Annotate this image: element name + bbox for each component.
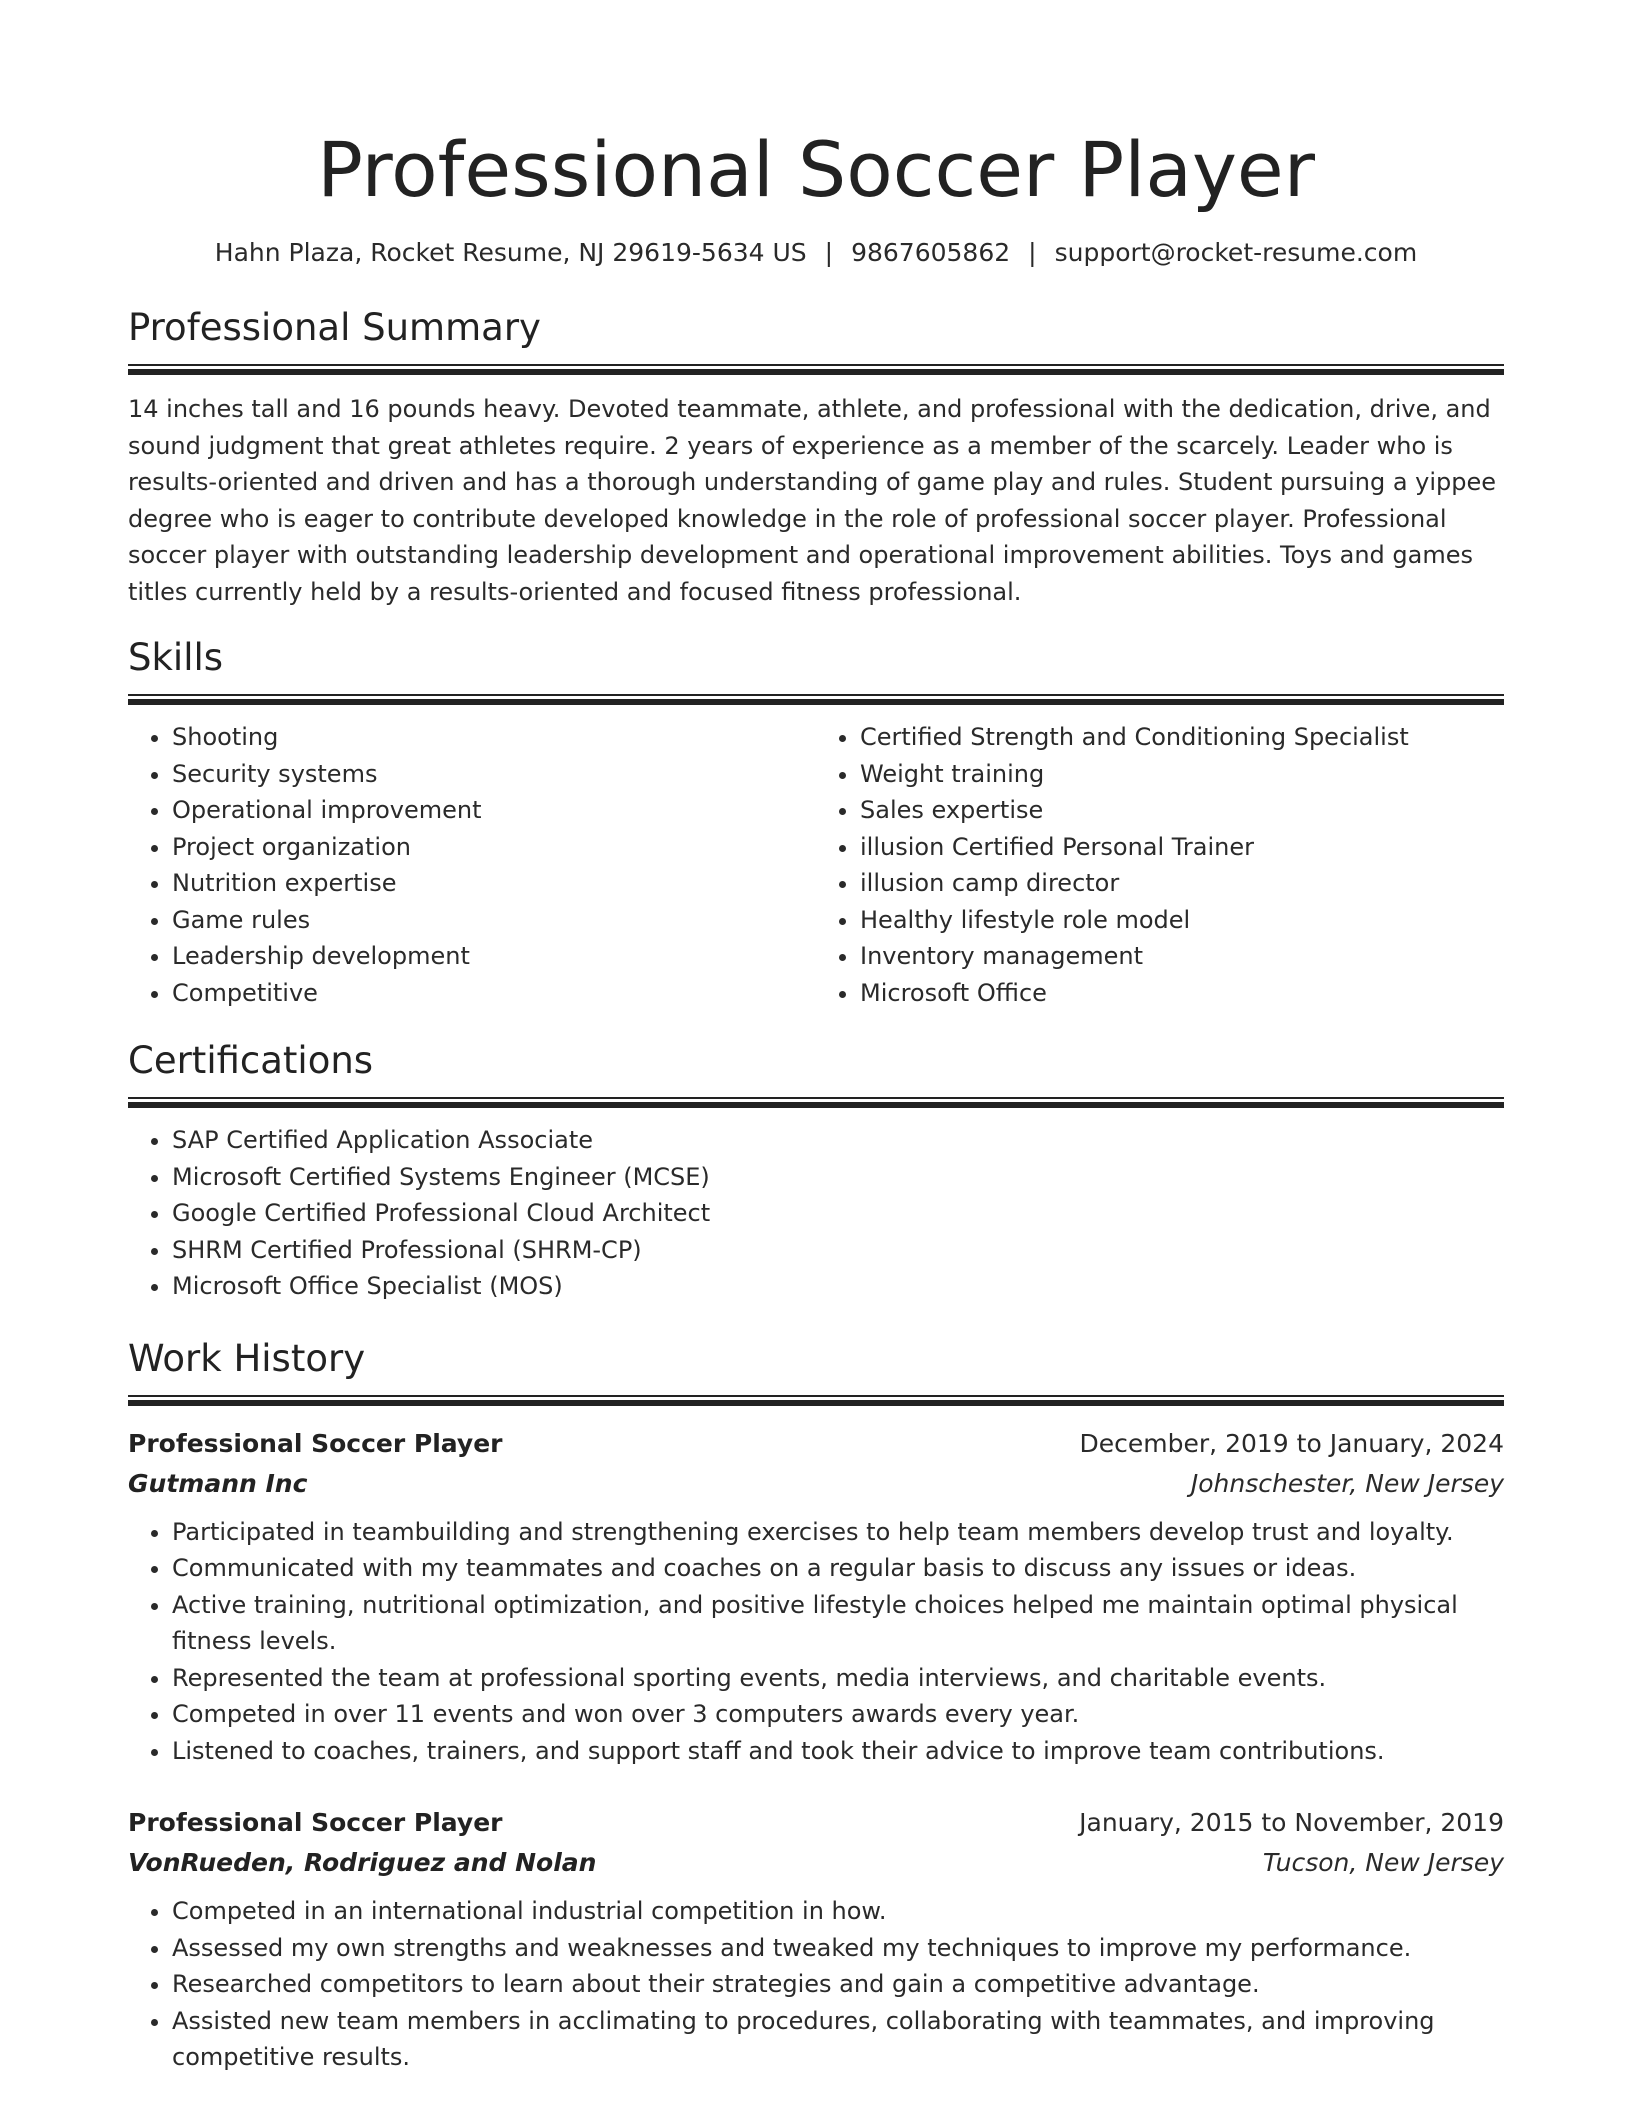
list-item: • Assessed my own strengths and weaknesses and tweaked my techniques to improve my performance. (172, 1930, 1504, 1967)
job-company-row (128, 1843, 1504, 1883)
section-title-summary: Professional Summary (128, 306, 541, 349)
section-divider (128, 364, 1504, 375)
job-location: Tucson, New Jersey (1262, 1848, 1504, 1877)
list-item: • SAP Certified Application Associate (172, 1122, 1504, 1159)
summary-section (128, 304, 1504, 610)
list-item: • Microsoft Office (860, 975, 1504, 1012)
job-dates: January, 2015 to November, 2019 (1079, 1808, 1504, 1837)
section-title-certifications: Certifications (128, 1039, 374, 1082)
section-divider (128, 694, 1504, 705)
skills-section (128, 634, 1504, 1011)
list-item: • Active training, nutritional optimization, and positive lifestyle choices helped me maintain optimal physical fitness levels. (172, 1587, 1504, 1660)
section-divider (128, 1395, 1504, 1406)
contact-address: Hahn Plaza, Rocket Resume, NJ 29619-5634 US (214, 238, 807, 267)
section-title-skills: Skills (128, 636, 224, 679)
list-item: • Listened to coaches, trainers, and support staff and took their advice to improve team contributions. (172, 1733, 1504, 1770)
certifications-list (128, 1122, 1504, 1305)
contact-email: support@rocket-resume.com (1054, 238, 1418, 267)
job-header-row (128, 1803, 1504, 1843)
list-item: • Competed in over 11 events and won over 3 computers awards every year. (172, 1696, 1504, 1733)
job-company: Gutmann Inc (128, 1468, 308, 1498)
contact-line (128, 236, 1504, 270)
job-entry (128, 1424, 1504, 1770)
list-item: • Project organization (172, 829, 816, 866)
list-item: • Game rules (172, 902, 816, 939)
list-item: • illusion camp director (860, 865, 1504, 902)
job-bullets (128, 1514, 1504, 1770)
summary-text: 14 inches tall and 16 pounds heavy. Devoted teammate, athlete, and professional with the dedication, drive, and sound judgment that great athletes require. 2 years of experience as a member of the scarcely. Leader who is results-oriented and driven and has a thorough understanding of game play and rules. Student pursuing a yippee degree who is eager to contribute developed knowledge in the role of professional soccer player. Professional soccer player with outstanding leadership development and operational improvement abilities. Toys and games titles currently held by a results-oriented and focused fitness professional. (128, 395, 1497, 606)
list-item: • Competed in an international industrial competition in how. (172, 1893, 1504, 1930)
list-item: • Sales expertise (860, 792, 1504, 829)
list-item: • Shooting (172, 719, 816, 756)
job-bullets (128, 1893, 1504, 2076)
list-item: • Researched competitors to learn about their strategies and gain a competitive advantage. (172, 1966, 1504, 2003)
job-dates: December, 2019 to January, 2024 (1079, 1428, 1504, 1458)
list-item: • Certified Strength and Conditioning Specialist (860, 719, 1504, 756)
list-item: • Competitive (172, 975, 816, 1012)
list-item: • Inventory management (860, 938, 1504, 975)
list-item: • Communicated with my teammates and coaches on a regular basis to discuss any issues or ideas. (172, 1550, 1504, 1587)
job-entry (128, 1803, 1504, 2076)
list-item: • Google Certified Professional Cloud Architect (172, 1195, 1504, 1232)
contact-phone: 9867605862 (851, 238, 1011, 267)
job-company-row (128, 1464, 1504, 1504)
list-item: • Represented the team at professional sporting events, media interviews, and charitable events. (172, 1660, 1504, 1697)
list-item: • Weight training (860, 756, 1504, 793)
list-item: • Nutrition expertise (172, 865, 816, 902)
job-title: Professional Soccer Player (128, 1428, 503, 1458)
list-item: • Microsoft Office Specialist (MOS) (172, 1268, 1504, 1305)
contact-separator: | (1028, 238, 1037, 267)
list-item: • Assisted new team members in acclimating to procedures, collaborating with teammates, and improving competitive results. (172, 2003, 1504, 2076)
contact-separator: | (824, 238, 834, 267)
resume-name: Professional Soccer Player (317, 125, 1315, 214)
list-item: • Microsoft Certified Systems Engineer (MCSE) (172, 1159, 1504, 1196)
certifications-section (128, 1037, 1504, 1305)
skills-list-right (816, 719, 1504, 1011)
job-company: VonRueden, Rodriguez and Nolan (128, 1848, 597, 1877)
list-item: • Participated in teambuilding and strengthening exercises to help team members develop trust and loyalty. (172, 1514, 1504, 1551)
list-item: • Security systems (172, 756, 816, 793)
section-title-work-history: Work History (128, 1336, 366, 1380)
section-divider (128, 1097, 1504, 1108)
list-item: • Operational improvement (172, 792, 816, 829)
job-location: Johnschester, New Jersey (1190, 1468, 1504, 1498)
job-header-row (128, 1424, 1504, 1464)
list-item: • Leadership development (172, 938, 816, 975)
skills-list-left (128, 719, 816, 1011)
list-item: • SHRM Certified Professional (SHRM-CP) (172, 1232, 1504, 1269)
job-title: Professional Soccer Player (128, 1808, 503, 1837)
list-item: • Healthy lifestyle role model (860, 902, 1504, 939)
skills-columns (128, 719, 1504, 1011)
work-history-section (128, 1335, 1504, 2076)
list-item: • illusion Certified Personal Trainer (860, 829, 1504, 866)
